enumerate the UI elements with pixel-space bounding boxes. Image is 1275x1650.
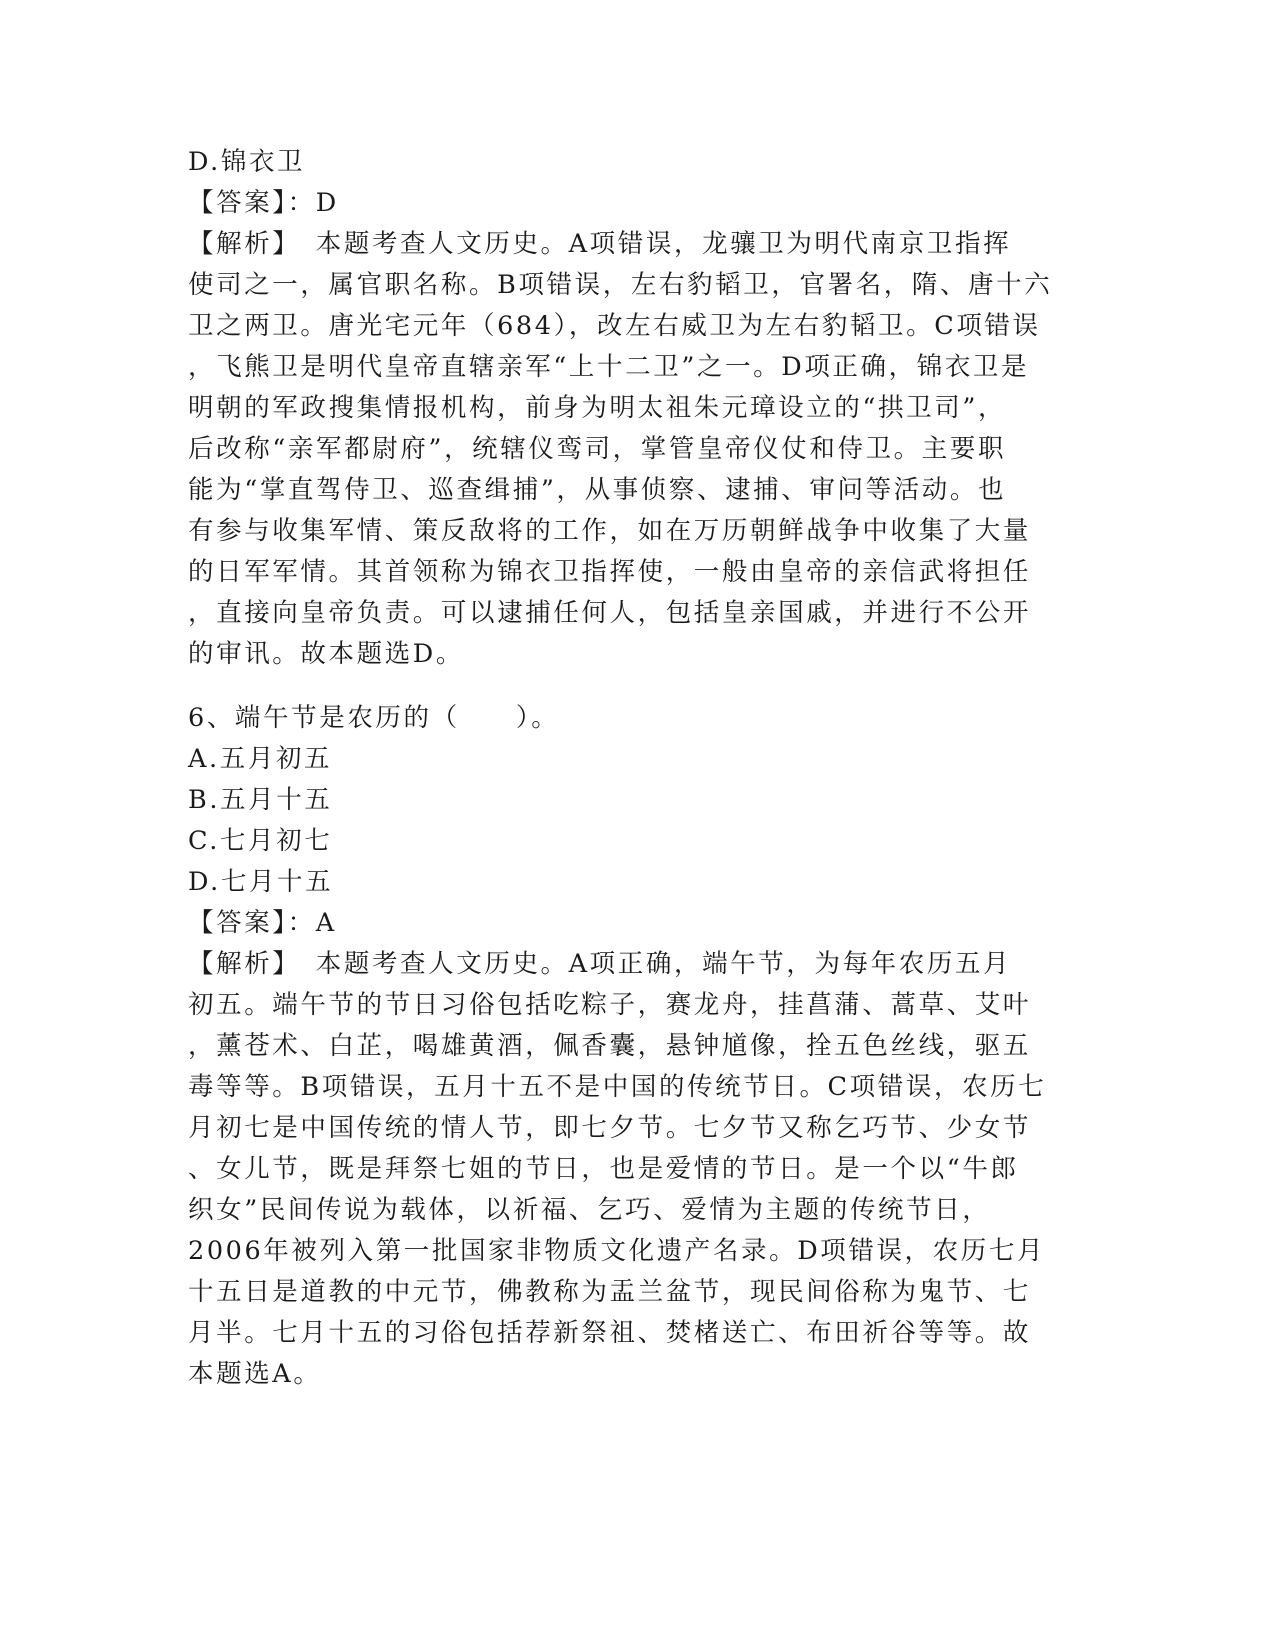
q6-analysis-line: 毒等等。B项错误，五月十五不是中国的传统节日。C项错误，农历七 (188, 1072, 1047, 1102)
q5-analysis-line: 卫之两卫。唐光宅元年（684），改左右威卫为左右豹韬卫。C项错误 (188, 311, 1041, 341)
q5-analysis-line: 明朝的军政搜集情报机构，前身为明太祖朱元璋设立的“拱卫司”， (188, 393, 1007, 423)
q6-analysis-line: 十五日是道教的中元节，佛教称为盂兰盆节，现民间俗称为鬼节、七 (188, 1277, 1032, 1307)
q6-analysis-line: 【解析】 本题考查人文历史。A项正确，端午节，为每年农历五月 (188, 949, 1012, 979)
q5-analysis-line: ，直接向皇帝负责。可以逮捕任何人，包括皇亲国戚，并进行不公开 (188, 598, 1032, 628)
q6-analysis-line: ，薰苍术、白芷，喝雄黄酒，佩香囊，悬钟馗像，拴五色丝线，驱五 (188, 1031, 1032, 1061)
q5-analysis-line: 的审讯。故本题选D。 (188, 639, 464, 669)
q6-analysis-line: 月半。七月十五的习俗包括荐新祭祖、焚楮送亡、布田祈谷等等。故 (188, 1318, 1032, 1348)
q6-answer: 【答案】：A (188, 908, 337, 938)
q5-option-d: D.锦衣卫 (188, 147, 306, 177)
q6-analysis-line: 本题选A。 (188, 1359, 322, 1389)
q5-analysis-line: 能为“掌直驾侍卫、巡查缉捕”，从事侦察、逮捕、审问等活动。也 (188, 475, 1007, 505)
q5-analysis-line: 有参与收集军情、策反敌将的工作，如在万历朝鲜战争中收集了大量 (188, 516, 1032, 546)
q5-analysis-line: 【解析】 本题考查人文历史。A项错误，龙骧卫为明代南京卫指挥 (188, 229, 1012, 259)
q5-analysis-line: 使司之一，属官职名称。B项错误，左右豹韬卫，官署名，隋、唐十六 (188, 270, 1053, 300)
q5-answer: 【答案】：D (188, 188, 339, 218)
q6-option-d: D.七月十五 (188, 867, 334, 897)
q6-analysis-line: 月初七是中国传统的情人节，即七夕节。七夕节又称乞巧节、少女节 (188, 1113, 1032, 1143)
q6-analysis-line: 2006年被列入第一批国家非物质文化遗产名录。D项错误，农历七月 (188, 1236, 1046, 1266)
q5-analysis-line: ，飞熊卫是明代皇帝直辖亲军“上十二卫”之一。D项正确，锦衣卫是 (188, 352, 1030, 382)
q6-option-a: A.五月初五 (188, 744, 333, 774)
q6-analysis-line: 、女儿节，既是拜祭七姐的节日，也是爱情的节日。是一个以“牛郎 (188, 1154, 1019, 1184)
q6-analysis-line: 初五。端午节的节日习俗包括吃粽子，赛龙舟，挂菖蒲、蒿草、艾叶 (188, 990, 1032, 1020)
q5-analysis-line: 后改称“亲军都尉府”，统辖仪鸾司，掌管皇帝仪仗和侍卫。主要职 (188, 434, 1007, 464)
q6-stem: 6、端午节是农历的（ ）。 (188, 703, 560, 733)
q6-option-b: B.五月十五 (188, 785, 333, 815)
q6-analysis-line: 织女”民间传说为载体，以祈福、乞巧、爱情为主题的传统节日， (188, 1195, 991, 1225)
q6-option-c: C.七月初七 (188, 826, 333, 856)
q5-analysis-line: 的日军军情。其首领称为锦衣卫指挥使，一般由皇帝的亲信武将担任 (188, 557, 1032, 587)
